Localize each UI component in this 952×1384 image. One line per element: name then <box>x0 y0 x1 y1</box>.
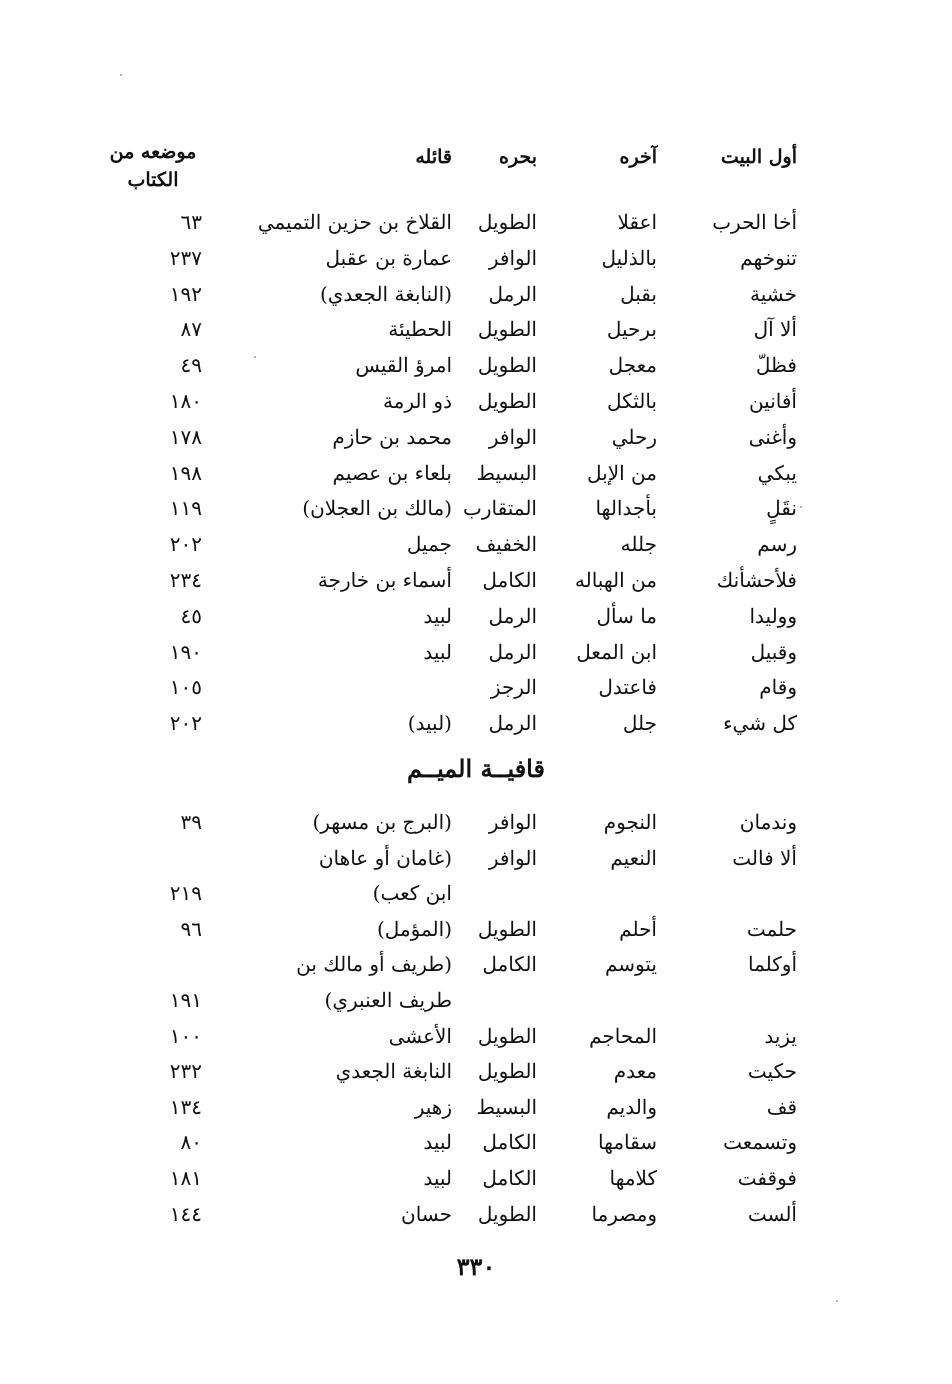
last-word-cell: اعقلا <box>617 210 657 234</box>
meter-cell: الكامل <box>482 568 537 592</box>
table-row <box>0 491 952 525</box>
first-verse-cell: تنوخهم <box>740 245 797 270</box>
meter-cell: الرمل <box>488 281 537 306</box>
last-word-cell: كلامها <box>609 1166 657 1190</box>
table-row <box>0 635 952 669</box>
first-verse-cell: أوكلما <box>747 952 797 977</box>
table-row <box>0 420 952 454</box>
meter-cell: الطويل <box>477 1201 537 1226</box>
first-verse-cell: أخا الحرب <box>712 210 797 234</box>
table-row <box>0 1125 952 1159</box>
table-row <box>0 1090 952 1124</box>
last-word-cell: سقامها <box>598 1130 657 1155</box>
page-ref-cell: ١٣٤ <box>169 1094 202 1119</box>
section-title-mim: قافيــة الميــم <box>407 754 545 783</box>
meter-cell: الرجز <box>490 675 537 700</box>
poet-cell: (مالك بن العجلان) <box>302 496 452 521</box>
poet-cell: محمد بن حازم <box>332 424 452 449</box>
last-word-cell: معدم <box>613 1059 657 1084</box>
table-row <box>0 1161 952 1195</box>
page-ref-cell: ٨٠ <box>180 1130 202 1155</box>
header-page-location <box>98 138 208 194</box>
poet-cell: بلعاء بن عصيم <box>332 460 452 485</box>
page-ref-cell: ٦٣ <box>180 210 202 234</box>
first-verse-cell: كل شيء <box>723 711 797 736</box>
page-ref-cell: ٢٠٢ <box>169 532 202 557</box>
meter-cell: الطويل <box>477 1023 537 1048</box>
page-ref-cell: ١٩٨ <box>169 460 202 485</box>
poet-cell: ابن كعب) <box>372 881 452 906</box>
last-word-cell: النجوم <box>603 810 657 834</box>
first-verse-cell: وتسمعت <box>723 1130 797 1155</box>
meter-cell: البسيط <box>476 460 537 485</box>
first-verse-cell: نقَلٍ <box>766 496 797 521</box>
last-word-cell: ما سأل <box>596 603 657 628</box>
poet-cell: امرؤ القيس <box>355 353 452 378</box>
poet-cell: أسماء بن خارجة <box>317 568 452 592</box>
table-row <box>0 706 952 740</box>
last-word-cell: النعيم <box>610 845 657 870</box>
last-word-cell: جلله <box>620 532 657 557</box>
page-ref-cell: ١١٩ <box>169 496 202 521</box>
first-verse-cell: وأغنى <box>748 424 797 449</box>
page-ref-cell: ١٠٥ <box>169 675 202 700</box>
first-verse-cell: فلأحشأنك <box>716 568 797 592</box>
poet-cell: ذو الرمة <box>382 389 452 413</box>
last-word-cell: من الهباله <box>574 568 657 592</box>
first-verse-cell: ووليدا <box>749 603 797 628</box>
poet-cell: لبيد <box>423 603 452 628</box>
page-number: ٣٣٠ <box>456 1252 496 1281</box>
meter-cell: البسيط <box>476 1094 537 1119</box>
last-word-cell: فاعتدل <box>598 675 657 700</box>
meter-cell: الطويل <box>477 210 537 234</box>
poet-cell: طريف العنبري) <box>324 988 452 1012</box>
last-word-cell: برحيل <box>606 317 657 342</box>
page-ref-cell: ٨٧ <box>180 317 202 342</box>
page-ref-cell: ١٨٠ <box>169 389 202 413</box>
poet-cell: جميل <box>406 532 452 557</box>
table-row <box>0 205 952 239</box>
meter-cell: الطويل <box>477 916 537 941</box>
meter-cell: الطويل <box>477 389 537 413</box>
page-ref-cell: ١٩٢ <box>169 281 202 306</box>
page-ref-cell: ٢٣٢ <box>169 1059 202 1084</box>
poet-cell: الأعشى <box>388 1023 452 1048</box>
table-row <box>0 1019 952 1053</box>
meter-cell: الوافر <box>488 845 537 870</box>
poet-cell: لبيد <box>423 1130 452 1155</box>
meter-cell: الطويل <box>477 317 537 342</box>
scan-speck <box>800 506 802 508</box>
header-poet: قائله <box>415 146 452 168</box>
first-verse-cell: ألا آل <box>753 317 797 342</box>
scan-speck <box>120 74 122 76</box>
last-word-cell: معجل <box>608 353 657 378</box>
first-verse-cell: حلمت <box>746 916 797 941</box>
first-verse-cell: خشية <box>750 281 797 306</box>
last-word-cell: ابن المعل <box>576 639 657 664</box>
table-row <box>0 670 952 704</box>
meter-cell: الكامل <box>482 1130 537 1155</box>
poet-cell: القلاخ بن حزين التميمي <box>257 210 452 234</box>
first-verse-cell: رسم <box>757 532 797 557</box>
first-verse-cell: ألا فالت <box>732 845 797 870</box>
last-word-cell: بقبل <box>620 281 657 306</box>
last-word-cell: من الإبل <box>587 460 657 485</box>
page-ref-cell: ١٨١ <box>169 1166 202 1190</box>
meter-cell: الوافر <box>488 245 537 270</box>
table-row <box>0 241 952 275</box>
poet-cell: عمارة بن عقبل <box>325 245 452 270</box>
page-ref-cell: ٤٥ <box>180 603 202 628</box>
poet-cell: (لبيد) <box>407 711 452 736</box>
last-word-cell: المحاجم <box>589 1023 657 1048</box>
table-row <box>0 599 952 633</box>
first-verse-cell: يزيد <box>764 1023 797 1048</box>
page-ref-cell: ١٩٠ <box>169 639 202 664</box>
table-row <box>0 805 952 839</box>
header-page-line1: موضعه من <box>109 141 197 163</box>
poet-cell: لبيد <box>423 1166 452 1190</box>
last-word-cell: بالثكل <box>607 389 657 413</box>
header-last-word: آخره <box>619 146 657 168</box>
page-ref-cell: ١٠٠ <box>169 1023 202 1048</box>
last-word-cell: جلل <box>622 711 657 736</box>
table-row <box>0 277 952 311</box>
meter-cell: الطويل <box>477 1059 537 1084</box>
meter-cell: الكامل <box>482 1166 537 1190</box>
table-row <box>0 527 952 561</box>
first-verse-cell: وقام <box>759 675 797 700</box>
page-ref-cell: ١٧٨ <box>169 424 202 449</box>
page-ref-cell: ٤٩ <box>180 353 202 378</box>
table-row <box>0 841 952 875</box>
poet-cell: النابغة الجعدي <box>335 1059 452 1084</box>
table-row <box>0 912 952 946</box>
last-word-cell: بالذليل <box>601 245 657 270</box>
poet-cell: (البرج بن مسهر) <box>312 810 452 834</box>
last-word-cell: يتوسم <box>604 952 657 977</box>
last-word-cell: والديم <box>606 1094 657 1119</box>
table-row <box>0 1054 952 1088</box>
poet-cell: (النابغة الجعدي) <box>319 281 452 306</box>
header-first-verse: أول البيت <box>720 146 797 168</box>
page-ref-cell: ٩٦ <box>180 916 202 941</box>
meter-cell: الوافر <box>488 424 537 449</box>
meter-cell: الرمل <box>488 603 537 628</box>
table-row <box>0 384 952 418</box>
meter-cell: الخفيف <box>475 532 537 557</box>
poet-cell: (طريف أو مالك بن <box>296 952 452 977</box>
table-row <box>0 348 952 382</box>
poet-cell: زهير <box>414 1094 452 1119</box>
table-row <box>0 947 952 981</box>
poet-cell: حسان <box>401 1201 452 1226</box>
table-row <box>0 456 952 490</box>
first-verse-cell: يبكي <box>757 460 797 485</box>
page-ref-cell: ٢٠٢ <box>169 711 202 736</box>
first-verse-cell: حكيت <box>747 1059 797 1084</box>
poet-cell: (المؤمل) <box>376 916 452 941</box>
last-word-cell: بأجدالها <box>595 496 657 521</box>
last-word-cell: رحلي <box>611 424 657 449</box>
first-verse-cell: ألست <box>747 1201 797 1226</box>
last-word-cell: أحلم <box>619 916 657 941</box>
page-ref-cell: ١٩١ <box>169 988 202 1012</box>
header-meter: بحره <box>499 146 537 168</box>
poet-cell: (غامان أو عاهان <box>318 845 452 870</box>
page-ref-cell: ٢٣٧ <box>169 245 202 270</box>
meter-cell: الوافر <box>488 810 537 834</box>
meter-cell: الرمل <box>488 639 537 664</box>
first-verse-cell: وقبيل <box>750 639 797 664</box>
page-ref-cell: ٣٩ <box>180 810 202 834</box>
first-verse-cell: فوقفت <box>737 1166 797 1190</box>
page-ref-cell: ١٤٤ <box>169 1201 202 1226</box>
first-verse-cell: أفانين <box>748 389 797 413</box>
header-page-line2: الكتاب <box>127 169 179 191</box>
page-ref-cell: ٢١٩ <box>169 881 202 906</box>
meter-cell: المتقارب <box>463 496 537 521</box>
table-row <box>0 1197 952 1231</box>
first-verse-cell: وندمان <box>739 810 797 834</box>
poet-cell: الحطيئة <box>388 317 452 342</box>
scan-speck <box>254 356 256 358</box>
meter-cell: الكامل <box>482 952 537 977</box>
last-word-cell: ومصرما <box>591 1201 657 1226</box>
meter-cell: الطويل <box>477 353 537 378</box>
table-row <box>0 983 952 1017</box>
table-row <box>0 312 952 346</box>
meter-cell: الرمل <box>488 711 537 736</box>
poet-cell: لبيد <box>423 639 452 664</box>
first-verse-cell: قف <box>766 1094 797 1119</box>
first-verse-cell: فظلّ <box>755 353 797 378</box>
table-row <box>0 563 952 597</box>
scan-speck <box>836 1300 838 1302</box>
page-ref-cell: ٢٣٤ <box>169 568 202 592</box>
table-row <box>0 876 952 910</box>
